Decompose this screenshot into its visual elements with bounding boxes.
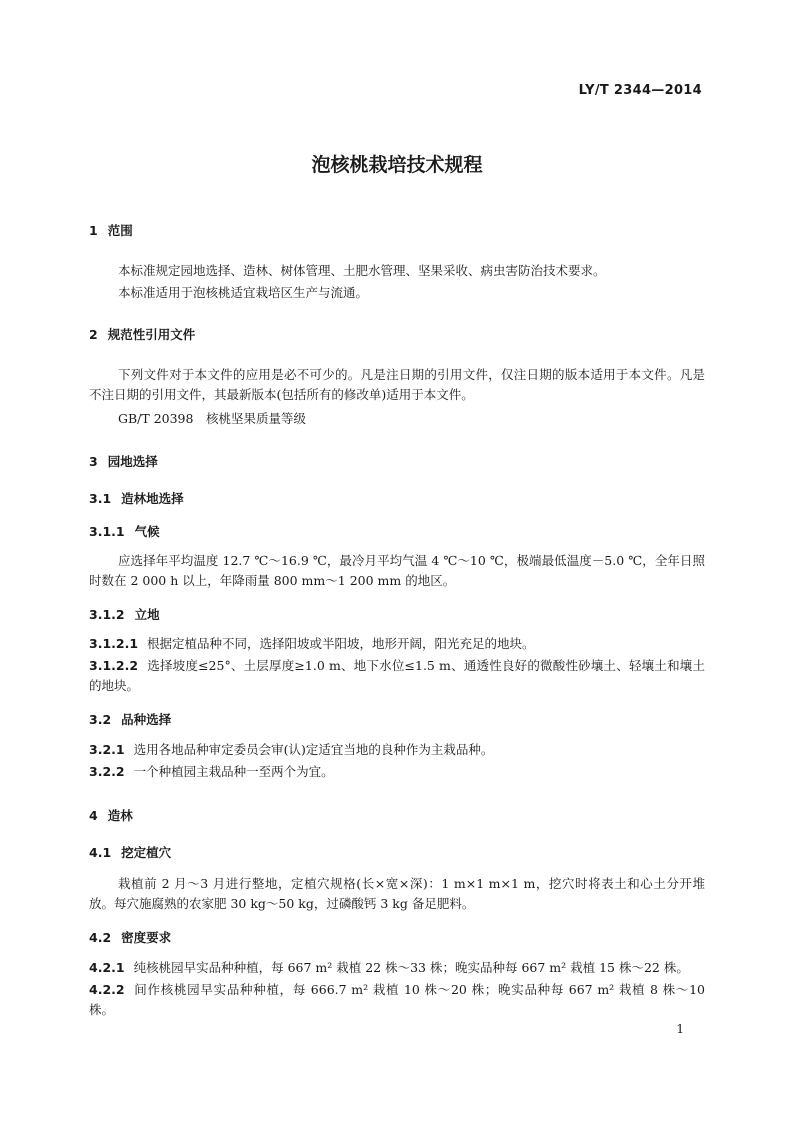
section-number: 3.1.2	[89, 607, 125, 622]
section-title: 品种选择	[121, 712, 172, 727]
section-number: 4	[89, 808, 98, 823]
clause-text: 一个种植园主栽品种一至两个为宜。	[133, 764, 334, 779]
clause-number: 3.1.2.1	[89, 636, 139, 651]
section-title: 范围	[107, 223, 133, 238]
section-title: 规范性引用文件	[107, 327, 196, 342]
page-number: 1	[676, 1022, 684, 1036]
clause-text: 间作核桃园早实品种种植，每 666.7 m² 栽植 10 株～20 株；晚实品种每 667 m² 栽植 8 株～10 株。	[89, 982, 705, 1017]
section-number: 3.1.1	[89, 524, 125, 539]
section-title: 气候	[134, 524, 160, 539]
clause-number: 3.1.2.2	[89, 658, 139, 673]
section-heading	[89, 325, 195, 343]
clause	[89, 656, 705, 696]
clause-number: 3.2.1	[89, 742, 125, 757]
clause-number: 4.2.1	[89, 960, 125, 975]
section-title: 造林	[107, 808, 133, 823]
document-title: 泡核桃栽培技术规程	[311, 154, 483, 176]
section-heading	[89, 221, 133, 239]
paragraph: 下列文件对于本文件的应用是必不可少的。凡是注日期的引用文件，仅注日期的版本适用于本文件。凡是不注日期的引用文件，其最新版本(包括所有的修改单)适用于本文件。	[89, 367, 705, 402]
section-number: 1	[89, 223, 98, 238]
subsection-heading	[89, 489, 184, 507]
clause-number: 4.2.2	[89, 982, 125, 997]
reference-entry: GB/T 20398 核桃坚果质量等级	[118, 411, 306, 426]
standard-code: LY/T 2344—2014	[578, 83, 702, 98]
clause	[89, 958, 705, 978]
clause	[89, 762, 705, 782]
paragraph: 栽植前 2 月～3 月进行整地，定植穴规格(长×宽×深)：1 m×1 m×1 m，挖穴时将表土和心土分开堆放。每穴施腐熟的农家肥 30 kg～50 kg，过磷酸钙 3 kg 备足肥料。	[89, 876, 705, 911]
section-number: 3	[89, 454, 98, 469]
clause	[89, 634, 705, 654]
paragraph: 本标准规定园地选择、造林、树体管理、土肥水管理、坚果采收、病虫害防治技术要求。	[118, 263, 606, 278]
section-title: 挖定植穴	[121, 845, 172, 860]
section-title: 立地	[134, 607, 160, 622]
section-title: 园地选择	[107, 454, 158, 469]
clause-text: 选择坡度≤25°、土层厚度≥1.0 m、地下水位≤1.5 m、通透性良好的微酸性砂壤土、轻壤土和壤土的地块。	[89, 658, 705, 693]
subsection-heading	[89, 522, 160, 540]
subsection-heading	[89, 710, 171, 728]
clause-text: 选用各地品种审定委员会审(认)定适宜当地的良种作为主栽品种。	[133, 742, 494, 757]
clause-text: 根据定植品种不同，选择阳坡或半阳坡，地形开阔，阳光充足的地块。	[147, 636, 535, 651]
subsection-heading	[89, 843, 171, 861]
clause-number: 3.2.2	[89, 764, 125, 779]
section-number: 3.1	[89, 491, 112, 506]
subsection-heading	[89, 605, 160, 623]
section-heading	[89, 452, 158, 470]
section-number: 2	[89, 327, 98, 342]
clause	[89, 740, 705, 760]
clause	[89, 980, 705, 1020]
paragraph: 应选择年平均温度 12.7 ℃～16.9 ℃，最冷月平均气温 4 ℃～10 ℃，极端最低温度－5.0 ℃，全年日照时数在 2 000 h 以上，年降雨量 800 mm～1 200 mm 的地区。	[89, 553, 705, 588]
section-number: 4.1	[89, 845, 112, 860]
section-heading	[89, 806, 133, 824]
section-title: 密度要求	[121, 930, 172, 945]
section-number: 3.2	[89, 712, 112, 727]
clause-text: 纯核桃园早实品种种植，每 667 m² 栽植 22 株～33 株；晚实品种每 667 m² 栽植 15 株～22 株。	[133, 960, 689, 975]
subsection-heading	[89, 928, 171, 946]
paragraph: 本标准适用于泡核桃适宜栽培区生产与流通。	[118, 285, 369, 300]
section-title: 造林地选择	[121, 491, 184, 506]
section-number: 4.2	[89, 930, 112, 945]
